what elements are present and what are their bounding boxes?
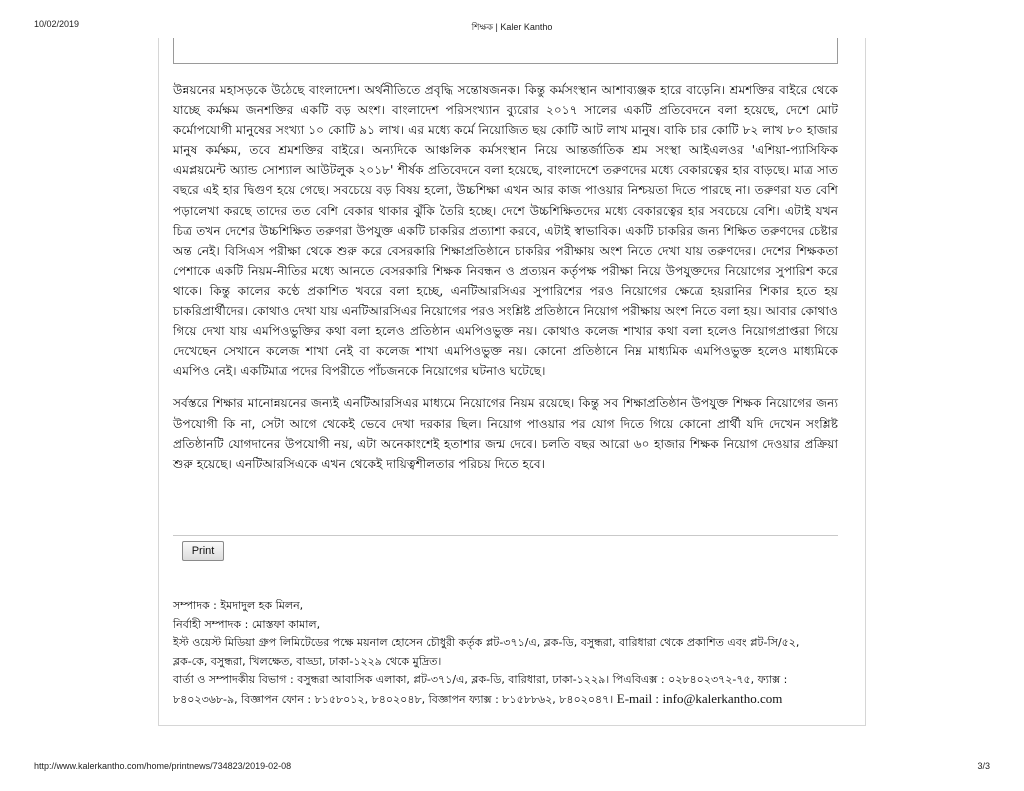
top-content-box [173, 38, 838, 64]
print-footer-url: http://www.kalerkantho.com/home/printnews/734823/2019-02-08 [34, 761, 292, 771]
divider [173, 535, 838, 536]
publisher-line-1: ইস্ট ওয়েস্ট মিডিয়া গ্রুপ লিমিটেডের পক্ষে ময়নাল হোসেন চৌধুরী কর্তৃক প্লট-৩৭১/এ, ব্লক-ডি, বসুন্ধরা, বারিধারা থেকে প্রকাশিত এবং প্লট-সি/৫২, [173, 636, 800, 649]
print-header-date: 10/02/2019 [34, 19, 80, 29]
credits-block [173, 597, 853, 709]
print-header-title: শিক্ষক | Kaler Kantho [471, 22, 553, 32]
executive-editor-credit: নির্বাহী সম্পাদক : মোস্তফা কামাল, [173, 617, 321, 631]
article-paragraph-1: উন্নয়নের মহাসড়কে উঠেছে বাংলাদেশ। অর্থনীতিতে প্রবৃদ্ধি সন্তোষজনক। কিন্তু কর্মসংস্থান আশাব্যঞ্জক হারে বাড়েনি। শ্রমশক্তির বাইরে থেকে যাচ্ছে কর্মক্ষম জনশক্তির একটি বড় অংশ। বাংলাদেশ পরিসংখ্যান ব্যুরোর ২০১৭ সালের একটি প্রতিবেদনে বলা হয়েছে, দেশে মোট কর্মোপযোগী মানুষের সংখ্যা ১০ কোটি ৯১ লাখ। এর মধ্যে কর্মে নিয়োজিত ছয় কোটি আট লাখ মানুষ। বাকি চার কোটি ৮২ লাখ ৮০ হাজার মানুষ কর্মক্ষম, তবে শ্রমশক্তির বাইরে। অন্যদিকে আঞ্চলিক কর্মসংস্থান নিয়ে আন্তর্জাতিক শ্রম সংস্থা আইএলওর 'এশিয়া-প্যাসিফিক এমপ্লয়মেন্ট অ্যান্ড সোশ্যাল আউটলুক ২০১৮' শীর্ষক প্রতিবেদনে বলা হয়েছে, বাংলাদেশে তরুণদের মধ্যে বেকারত্বের হার বাড়ছে। মাত্র সাত বছরে এই হার দ্বিগুণ হয়ে গেছে। সবচেয়ে বড় বিষয় হলো, উচ্চশিক্ষা এখন আর কাজ পাওয়ার নিশ্চয়তা দিতে পারছে না। তরুণরা যত বেশি পড়ালেখা করছে তাদের তত বেশি বেকার থাকার ঝুঁকি তৈরি হচ্ছে। দেশে উচ্চশিক্ষিতদের মধ্যে বেকারত্বের হার সবচেয়ে বেশি। এটাই যখন চিত্র তখন দেশের উচ্চশিক্ষিত তরুণরা উপযুক্ত একটি চাকরির প্রত্যাশা করবে, এটাই স্বাভাবিক। একটি চাকরির জন্য শিক্ষিত তরুণদের চেষ্টার অন্ত নেই। বিসিএস পরীক্ষা থেকে শুরু করে বেসরকারি শিক্ষাপ্রতিষ্ঠানে চাকরির পরীক্ষায় অংশ নিতে দেখা যায় তরুণদের। দেশের শিক্ষকতা পেশাকে একটি নিয়ম-নীতির মধ্যে আনতে বেসরকারি শিক্ষক নিবন্ধন ও প্রত্যয়ন কর্তৃপক্ষ পরীক্ষা নিয়ে উপযুক্তদের নিয়োগের সুপারিশ করে থাকে। কিন্তু কালের কণ্ঠে প্রকাশিত খবরে বলা হচ্ছে, এনটিআরসিএর সুপারিশের পরও নিয়োগের ক্ষেত্রে হয়রানির শিকার হতে হয় চাকরিপ্রার্থীদের। কোথাও দেখা যায় এনটিআরসিএর নিয়োগের পরও সংশ্লিষ্ট প্রতিষ্ঠানে নিয়োগ পরীক্ষায় অংশ নিতে বলা হয়। আবার কোথাও গিয়ে দেখা যায় এমপিওভুক্তির কথা বলা হলেও প্রতিষ্ঠান এমপিওভুক্ত নয়। কোথাও কলেজ শাখার কথা বলা হলেও নিয়োগপ্রাপ্তরা গিয়ে দেখেছেন সেখানে কলেজ শাখা নেই বা কলেজ শাখা এমপিওভুক্ত নয়। কোনো প্রতিষ্ঠানে নিম্ন মাধ্যমিক এমপিওভুক্ত হলেও মাধ্যমিকে এমপিও নেই। একটিমাত্র পদের বিপরীতে পাঁচজনকে নিয়োগের ঘটনাও ঘটেছে। [173, 83, 838, 379]
contact-line-2 [173, 690, 853, 710]
publisher-line-2: ব্লক-কে, বসুন্ধরা, খিলক্ষেত, বাড্ডা, ঢাকা-১২২৯ থেকে মুদ্রিত। [173, 654, 442, 668]
contact-line-2-text: ৮৪০২৩৬৮-৯, বিজ্ঞাপন ফোন : ৮১৫৮০১২, ৮৪০২০৪৮, বিজ্ঞাপন ফ্যাক্স : ৮১৫৮৮৬২, ৮৪০২০৪৭। [173, 692, 614, 706]
email-address: info@kalerkantho.com [662, 690, 783, 706]
print-footer-page-number: 3/3 [977, 761, 990, 771]
article-paragraph-2: সর্বস্তরে শিক্ষার মানোন্নয়নের জন্যই এনটিআরসিএর মাধ্যমে নিয়োগের নিয়ম রয়েছে। কিন্তু সব শিক্ষাপ্রতিষ্ঠান উপযুক্ত শিক্ষক নিয়োগের জন্য উপযোগী কি না, সেটা আগে থেকেই ভেবে দেখা দরকার ছিল। নিয়োগ পাওয়ার পর যোগ দিতে গিয়ে কোনো প্রার্থী যদি দেখেন সংশ্লিষ্ট প্রতিষ্ঠানটি যোগদানের উপযোগী নয়, এটা অনেকাংশেই হতাশার জন্ম দেবে। চলতি বছর আরো ৬০ হাজার শিক্ষক নিয়োগ দেওয়ার প্রক্রিয়া শুরু হয়েছে। এনটিআরসিএকে এখন থেকেই দায়িত্বশীলতার পরিচয় দিতে হবে। [173, 396, 838, 471]
editor-credit: সম্পাদক : ইমদাদুল হক মিলন, [173, 599, 304, 612]
print-button[interactable]: Print [182, 541, 224, 561]
article-body [173, 80, 838, 486]
email-label: E-mail : [616, 690, 659, 706]
contact-line-1: বার্তা ও সম্পাদকীয় বিভাগ : বসুন্ধরা আবাসিক এলাকা, প্লট-৩৭১/এ, ব্লক-ডি, বারিধারা, ঢাকা-১২২৯। পিএবিএক্স : ০২৮৪০২৩৭২-৭৫, ফ্যাক্স : [173, 673, 788, 686]
